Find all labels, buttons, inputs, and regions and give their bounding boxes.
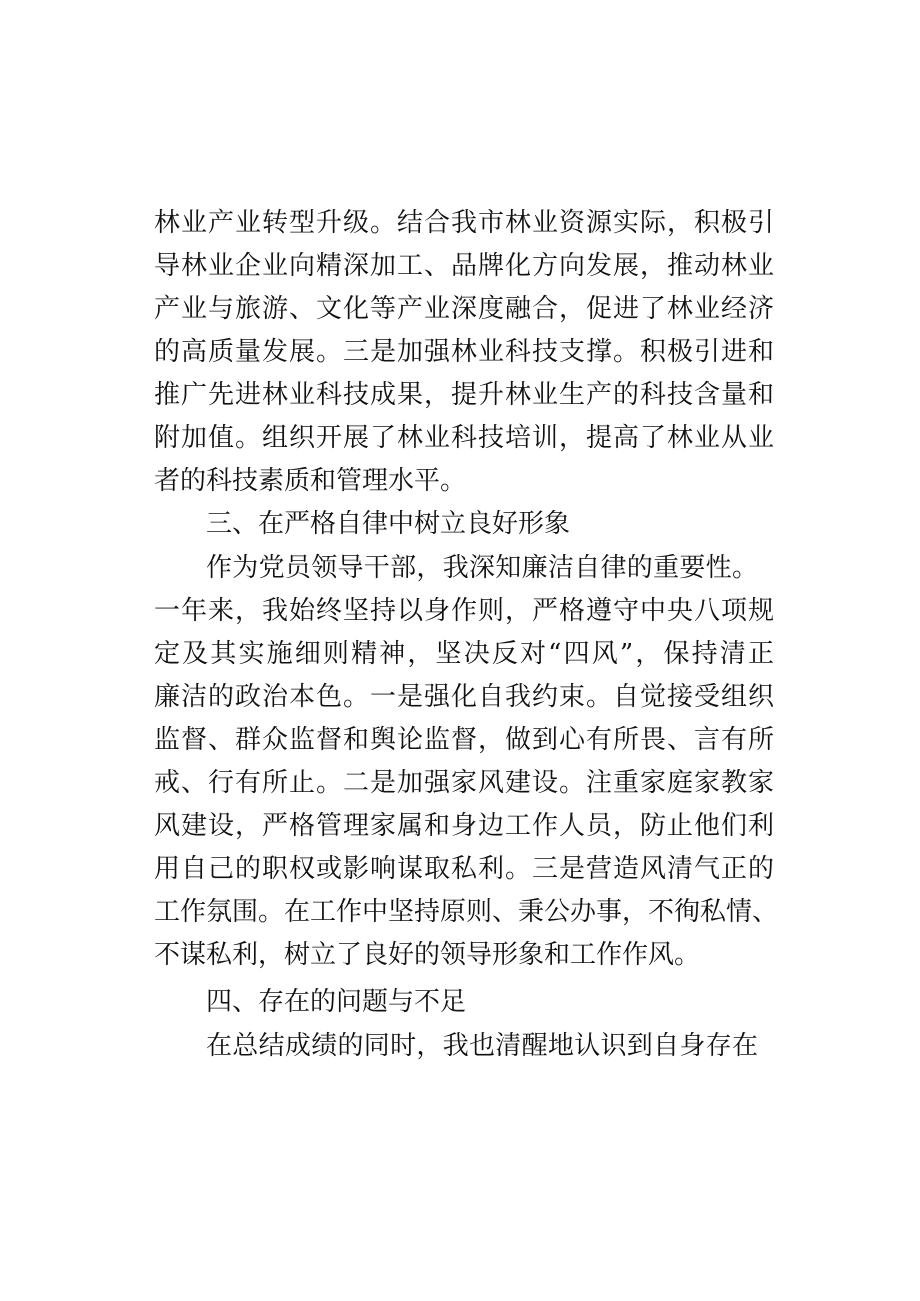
paragraph-line: 林业产业转型升级。结合我市林业资源实际，积极引 bbox=[154, 208, 774, 238]
paragraph-line: 定及其实施细则精神，坚决反对“四风”，保持清正 bbox=[154, 639, 774, 669]
paragraph-line: 不谋私利，树立了良好的领导形象和工作作风。 bbox=[154, 940, 701, 970]
paragraph-line: 的高质量发展。三是加强林业科技支撑。积极引进和 bbox=[154, 337, 774, 367]
paragraph-line: 在总结成绩的同时，我也清醒地认识到自身存在 bbox=[206, 1031, 758, 1061]
paragraph-line: 推广先进林业科技成果，提升林业生产的科技含量和 bbox=[154, 380, 774, 410]
paragraph-line: 导林业企业向精深加工、品牌化方向发展，推动林业 bbox=[154, 251, 774, 281]
paragraph-line: 廉洁的政治本色。一是强化自我约束。自觉接受组织 bbox=[154, 682, 774, 712]
section-heading: 三、在严格自律中树立良好形象 bbox=[206, 509, 571, 539]
paragraph-line: 戒、行有所止。二是加强家风建设。注重家庭家教家 bbox=[154, 768, 774, 798]
paragraph-line: 者的科技素质和管理水平。 bbox=[154, 466, 467, 496]
paragraph-line: 一年来，我始终坚持以身作则，严格遵守中央八项规 bbox=[154, 596, 774, 626]
paragraph-line: 风建设，严格管理家属和身边工作人员，防止他们利 bbox=[154, 811, 774, 841]
section-heading: 四、存在的问题与不足 bbox=[206, 987, 467, 1017]
paragraph-line: 附加值。组织开展了林业科技培训，提高了林业从业 bbox=[154, 423, 774, 453]
paragraph-line: 用自己的职权或影响谋取私利。三是营造风清气正的 bbox=[154, 854, 774, 884]
paragraph-line: 作为党员领导干部，我深知廉洁自律的重要性。 bbox=[206, 553, 758, 583]
paragraph-line: 监督、群众监督和舆论监督，做到心有所畏、言有所 bbox=[154, 725, 774, 755]
paragraph-line: 产业与旅游、文化等产业深度融合，促进了林业经济 bbox=[154, 294, 774, 324]
paragraph-line: 工作氛围。在工作中坚持原则、秉公办事，不徇私情、 bbox=[154, 897, 779, 927]
